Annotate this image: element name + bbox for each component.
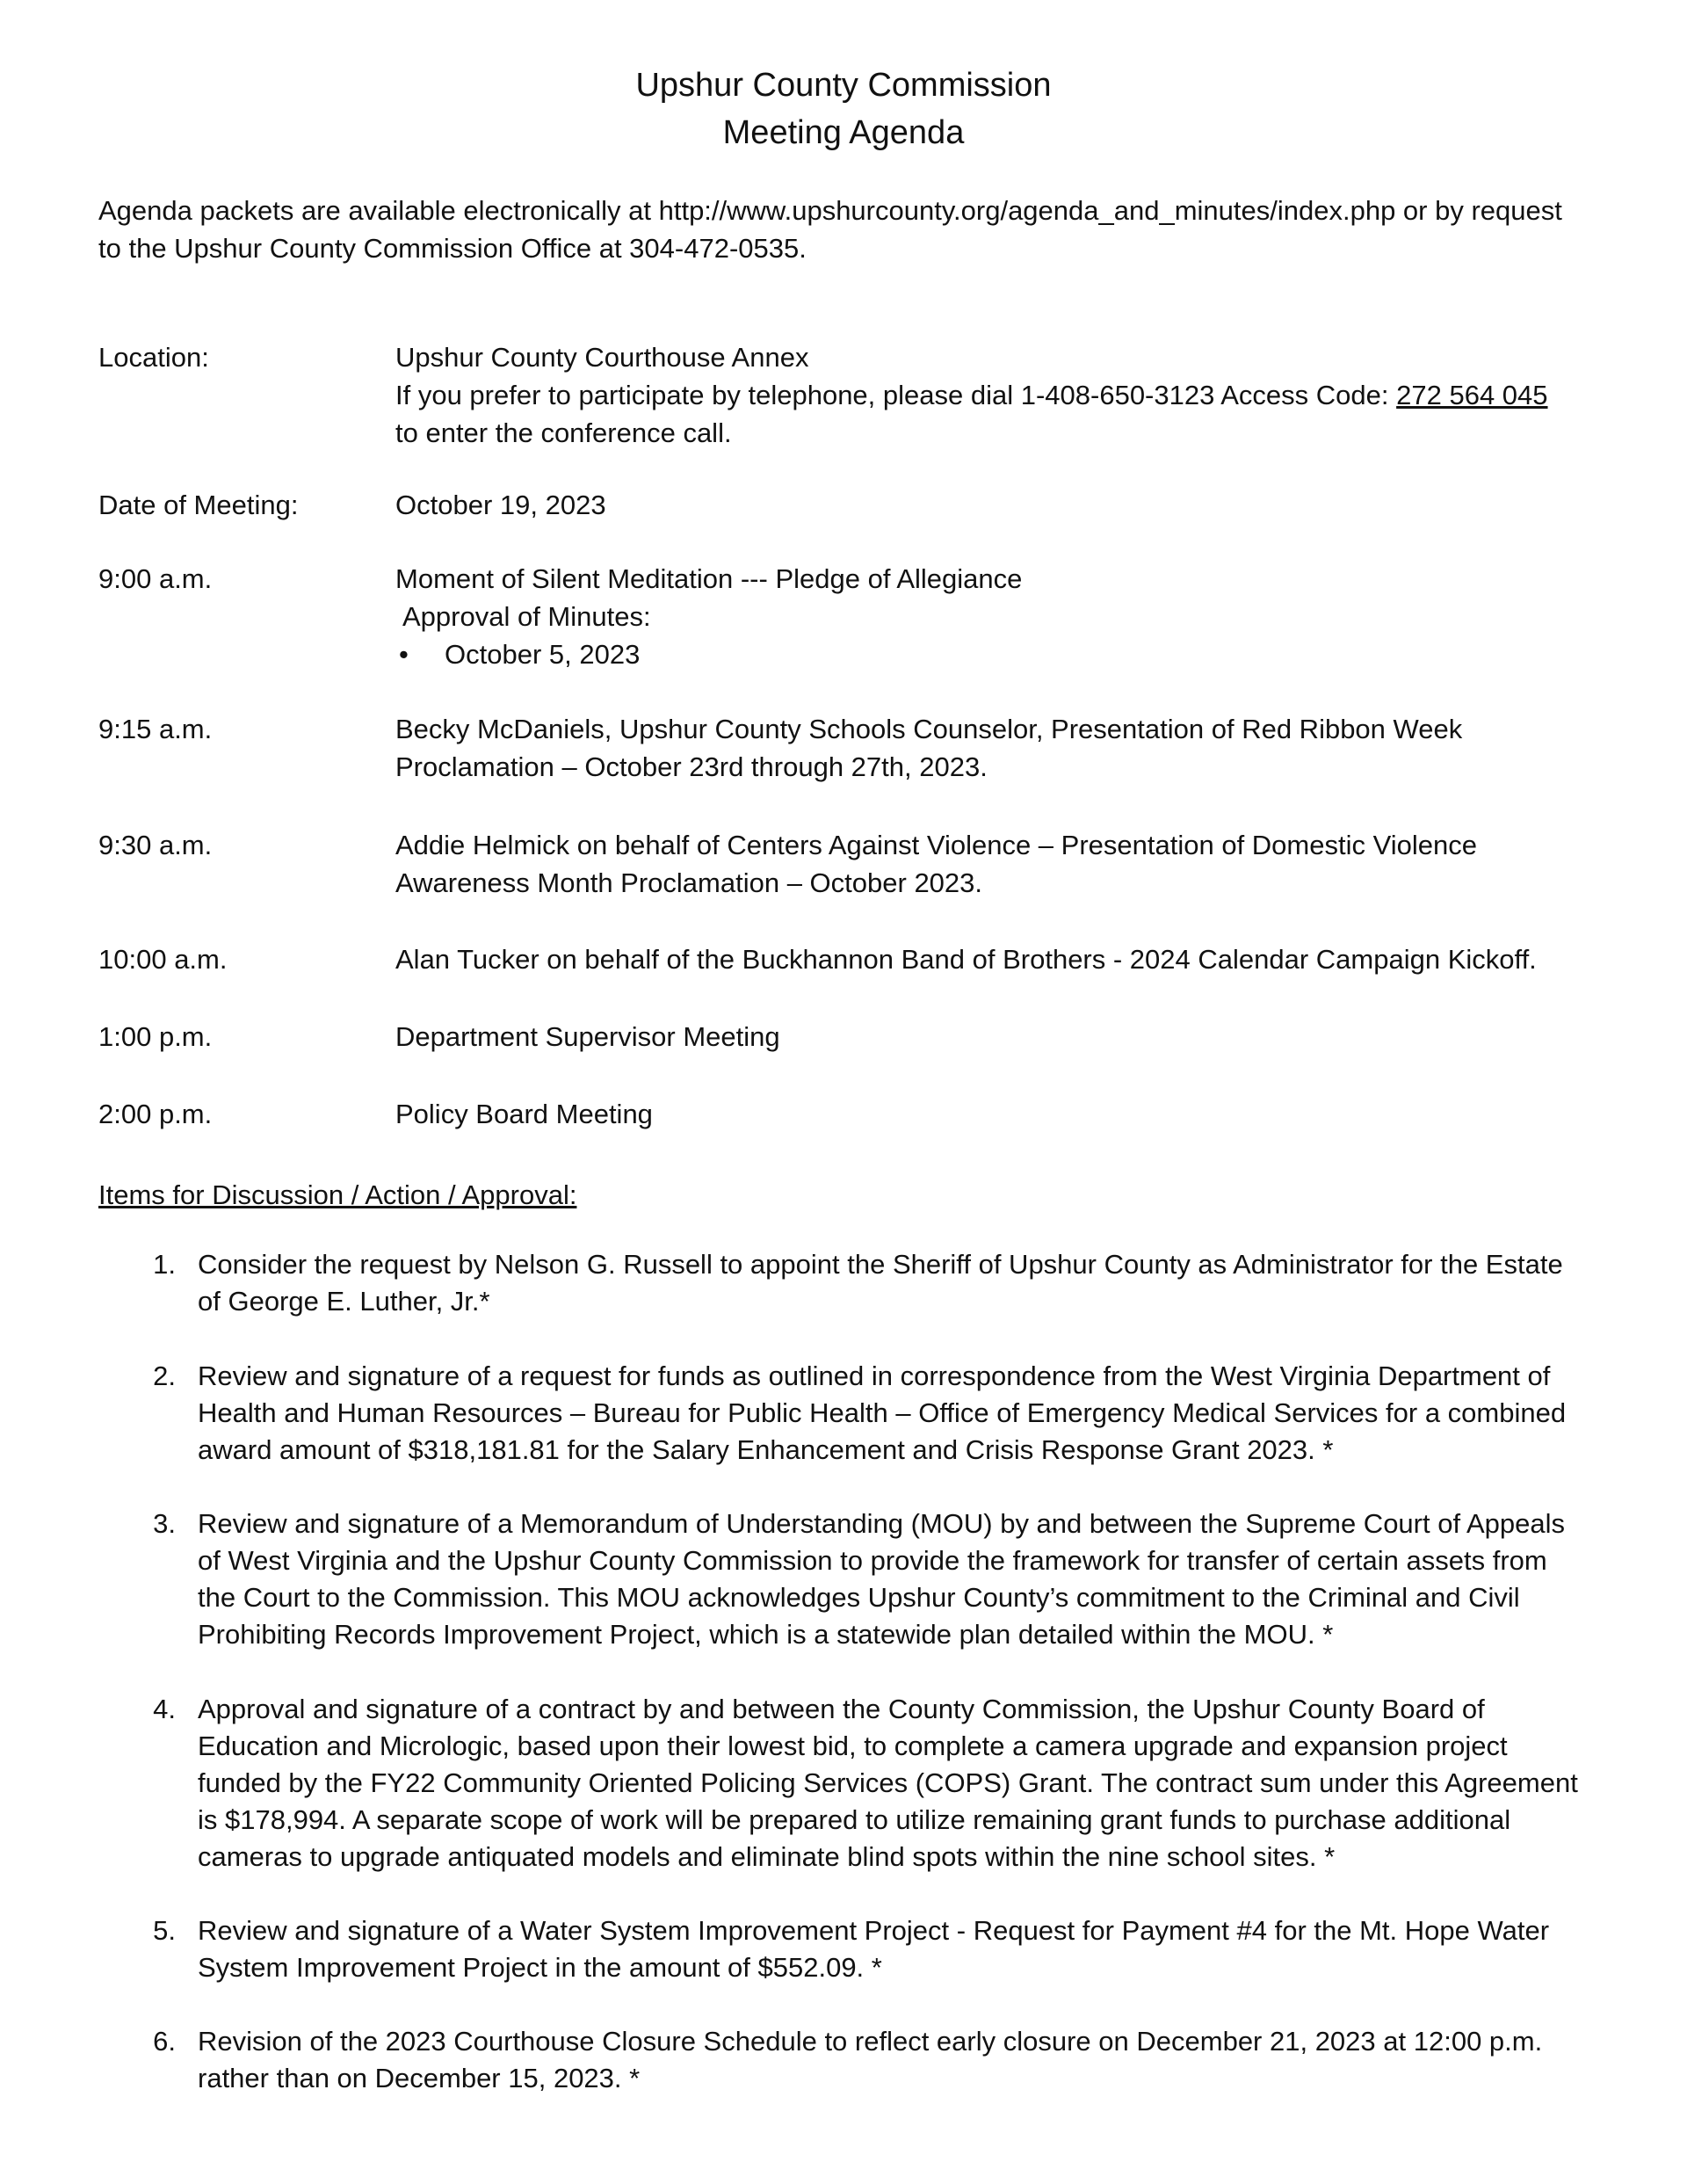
schedule-line: Addie Helmick on behalf of Centers Against Violence – Presentation of Domestic Violence: [395, 830, 1477, 860]
schedule-time: 1:00 p.m.: [98, 1021, 213, 1052]
schedule-content: [395, 1095, 1678, 1133]
item-text: [198, 1358, 1604, 1469]
minutes-bullet-item: [395, 635, 1678, 673]
item-line: Prohibiting Records Improvement Project, which is a statewide plan detailed within the MOU. *: [198, 1619, 1334, 1650]
location-label: Location:: [98, 342, 209, 373]
item-number: 2.: [153, 1360, 176, 1391]
location-content: [395, 338, 1678, 452]
item-line: Education and Micrologic, based upon their lowest bid, to complete a camera upgrade and expansion project: [198, 1731, 1508, 1761]
schedule-time: 9:00 a.m.: [98, 563, 213, 594]
item-line: Approval and signature of a contract by and between the County Commission, the Upshur County Board of: [198, 1694, 1485, 1724]
item-line: of West Virginia and the Upshur County Commission to provide the framework for transfer of certain assets from: [198, 1545, 1547, 1576]
intro-paragraph: [98, 192, 1610, 267]
schedule-line: Awareness Month Proclamation – October 2023.: [395, 867, 983, 898]
schedule-time: 9:15 a.m.: [98, 714, 213, 744]
item-number: 3.: [153, 1508, 176, 1539]
schedule-line: Proclamation – October 23rd through 27th, 2023.: [395, 751, 988, 782]
schedule-time: 2:00 p.m.: [98, 1099, 213, 1129]
schedule-line: Approval of Minutes:: [402, 601, 651, 632]
item-text: [198, 2023, 1604, 2097]
item-line: Consider the request by Nelson G. Russell to appoint the Sheriff of Upshur County as Administrator for the Estate: [198, 1249, 1563, 1280]
item-number: 1.: [153, 1249, 176, 1280]
discussion-heading: Items for Discussion / Action / Approval:: [98, 1179, 577, 1210]
schedule-line: Moment of Silent Meditation --- Pledge of Allegiance: [395, 563, 1023, 594]
schedule-content: [395, 826, 1678, 902]
location-line-3: to enter the conference call.: [395, 417, 732, 448]
item-text: [198, 1691, 1604, 1876]
access-code: 272 564 045: [1396, 380, 1548, 410]
intro-line-1: Agenda packets are available electronically at http://www.upshurcounty.org/agenda_and_minutes/index.php or by request: [98, 195, 1562, 226]
schedule-line: Policy Board Meeting: [395, 1099, 653, 1129]
schedule-line: Department Supervisor Meeting: [395, 1021, 780, 1052]
document-title: [0, 62, 1687, 156]
item-text: [198, 1246, 1604, 1320]
location-line-1: Upshur County Courthouse Annex: [395, 342, 809, 373]
item-text: [198, 1506, 1604, 1653]
schedule-time: 10:00 a.m.: [98, 944, 228, 975]
item-text: [198, 1912, 1604, 1986]
schedule-line: Alan Tucker on behalf of the Buckhannon Band of Brothers - 2024 Calendar Campaign Kickoff.: [395, 944, 1537, 975]
item-line: award amount of $318,181.81 for the Salary Enhancement and Crisis Response Grant 2023. *: [198, 1434, 1334, 1465]
date-label: Date of Meeting:: [98, 490, 299, 520]
date-value: October 19, 2023: [395, 490, 606, 520]
schedule-content: [395, 940, 1678, 978]
item-number: 6.: [153, 2026, 176, 2057]
item-line: the Court to the Commission. This MOU acknowledges Upshur County’s commitment to the Criminal and Civil: [198, 1582, 1520, 1613]
schedule-content: [395, 560, 1678, 673]
minutes-date: October 5, 2023: [445, 639, 641, 670]
bullet-icon: •: [399, 639, 409, 670]
schedule-time: 9:30 a.m.: [98, 830, 213, 860]
schedule-content: [395, 710, 1678, 786]
item-line: Review and signature of a Memorandum of Understanding (MOU) by and between the Supreme Court of Appeals: [198, 1508, 1566, 1539]
phone-instructions: If you prefer to participate by telephone, please dial 1-408-650-3123 Access Code:: [395, 380, 1397, 410]
schedule-content: [395, 1018, 1678, 1056]
item-number: 5.: [153, 1915, 176, 1946]
item-number: 4.: [153, 1694, 176, 1724]
item-line: cameras to upgrade antiquated models and eliminate blind spots within the nine school sites. *: [198, 1841, 1336, 1872]
location-line-2: [395, 376, 1678, 414]
item-line: is $178,994. A separate scope of work will be prepared to utilize remaining grant funds to purchase additional: [198, 1804, 1511, 1835]
item-line: rather than on December 15, 2023. *: [198, 2063, 641, 2093]
schedule-line: Becky McDaniels, Upshur County Schools Counselor, Presentation of Red Ribbon Week: [395, 714, 1463, 744]
item-line: funded by the FY22 Community Oriented Policing Services (COPS) Grant. The contract sum under this Agreement: [198, 1767, 1578, 1798]
item-line: of George E. Luther, Jr.*: [198, 1286, 490, 1317]
intro-line-2: to the Upshur County Commission Office at 304-472-0535.: [98, 233, 807, 264]
item-line: Revision of the 2023 Courthouse Closure Schedule to reflect early closure on December 21, 2023 at 12:00 p.m.: [198, 2026, 1543, 2057]
item-line: Review and signature of a request for funds as outlined in correspondence from the West Virginia Department of: [198, 1360, 1551, 1391]
title-line-1: Upshur County Commission: [635, 67, 1052, 104]
title-line-2: Meeting Agenda: [722, 114, 965, 151]
item-line: System Improvement Project in the amount of $552.09. *: [198, 1952, 882, 1983]
item-line: Review and signature of a Water System Improvement Project - Request for Payment #4 for the Mt. Hope Water: [198, 1915, 1550, 1946]
item-line: Health and Human Resources – Bureau for Public Health – Office of Emergency Medical Services for a combined: [198, 1397, 1567, 1428]
